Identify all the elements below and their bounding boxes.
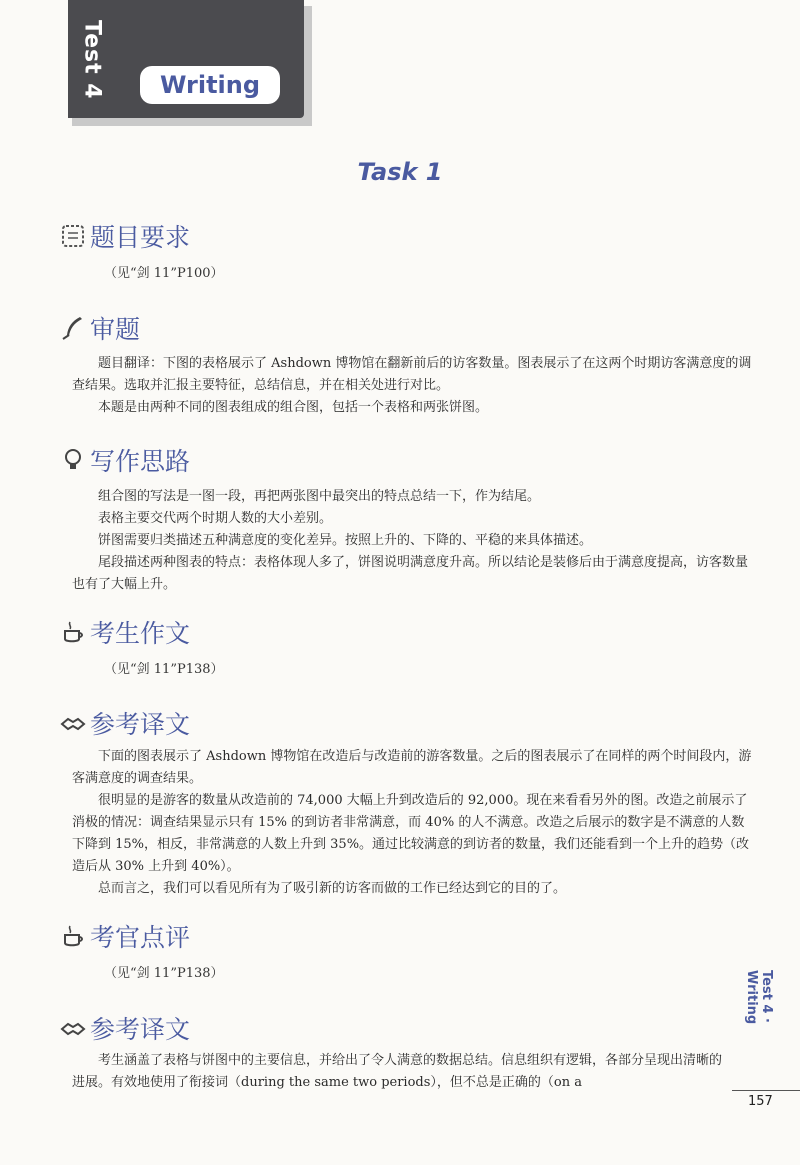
test-label: Test 4	[79, 20, 105, 100]
paragraph: 考生涵盖了表格与饼图中的主要信息，并给出了令人满意的数据总结。信息组织有逻辑，各部分呈现出清晰的进展。有效地使用了衔接词（during the same two periods），但不总是正确的（on a	[72, 1053, 723, 1090]
lightbulb-icon	[60, 447, 86, 473]
reference-note: （见“剑 11”P138）	[104, 966, 224, 981]
reference-note: （见“剑 11”P100）	[104, 266, 224, 281]
section-title: 参考译文	[90, 1015, 191, 1044]
analysis-text	[72, 353, 752, 419]
section-title: 考官点评	[90, 923, 191, 952]
paragraph: 题目翻译：下图的表格展示了 Ashdown 博物馆在翻新前后的访客数量。图表展示了在这两个时期访客满意度的调查结果。选取并汇报主要特征，总结信息，并在相关处进行对比。	[72, 356, 752, 393]
section-heading-requirements	[60, 218, 190, 254]
paragraph: 饼图需要归类描述五种满意度的变化差异。按照上升的、下降的、平稳的来具体描述。	[98, 533, 593, 548]
quill-icon	[60, 315, 86, 341]
divider	[732, 1090, 800, 1091]
section-heading-translation-2	[60, 1010, 190, 1046]
section-heading-translation	[60, 705, 190, 741]
paragraph: 很明显的是游客的数量从改造前的 74,000 大幅上升到改造后的 92,000。现在来看看另外的图。改造之前展示了消极的情况：调查结果显示只有 15% 的到访者非常满意，而 40% 的人不满意。改造之后展示的数字是不满意的人数下降到 15%，相反，非常满意的人数上升到 35%。通过比较满意的到访者的数量，我们还能看到一个上升的趋势（改造后从 30% 上升到 40%）。	[72, 793, 750, 874]
approach-text	[72, 486, 752, 596]
handshake-icon	[60, 1015, 86, 1041]
paragraph: 总而言之，我们可以看见所有为了吸引新的访客而做的工作已经达到它的目的了。	[98, 881, 567, 896]
section-title: 写作思路	[90, 447, 191, 476]
section-heading-examiner-comment	[60, 918, 190, 954]
paragraph: 尾段描述两种图表的特点：表格体现人多了，饼图说明满意度升高。所以结论是装修后由于满意度提高，访客数量也有了大幅上升。	[72, 555, 749, 592]
reference-note: （见“剑 11”P138）	[104, 662, 224, 677]
section-title: 审题	[90, 315, 141, 344]
paragraph: 组合图的写法是一图一段，再把两张图中最突出的特点总结一下，作为结尾。	[98, 489, 541, 504]
form-icon	[60, 223, 86, 249]
section-heading-approach	[60, 442, 190, 478]
paragraph: 表格主要交代两个时期人数的大小差别。	[98, 511, 333, 526]
task-title: Task 1	[357, 158, 443, 186]
section-title: 考生作文	[90, 619, 191, 648]
translation-text	[72, 746, 752, 900]
comment-translation-text	[72, 1050, 722, 1094]
handshake-icon	[60, 710, 86, 736]
section-heading-analysis	[60, 310, 140, 346]
coffee-cup-icon	[60, 619, 86, 645]
section-title: 参考译文	[90, 710, 191, 739]
paragraph: 下面的图表展示了 Ashdown 博物馆在改造后与改造前的游客数量。之后的图表展示了在同样的两个时间段内，游客满意度的调查结果。	[72, 749, 752, 786]
paragraph: 本题是由两种不同的图表组成的组合图，包括一个表格和两张饼图。	[98, 400, 489, 415]
section-pill: Writing	[140, 66, 280, 104]
section-title: 题目要求	[90, 223, 191, 252]
page-number: 157	[748, 1094, 773, 1109]
coffee-cup-icon	[60, 923, 86, 949]
side-tab: Test 4 · Writing	[744, 970, 774, 1025]
section-heading-candidate-essay	[60, 614, 190, 650]
